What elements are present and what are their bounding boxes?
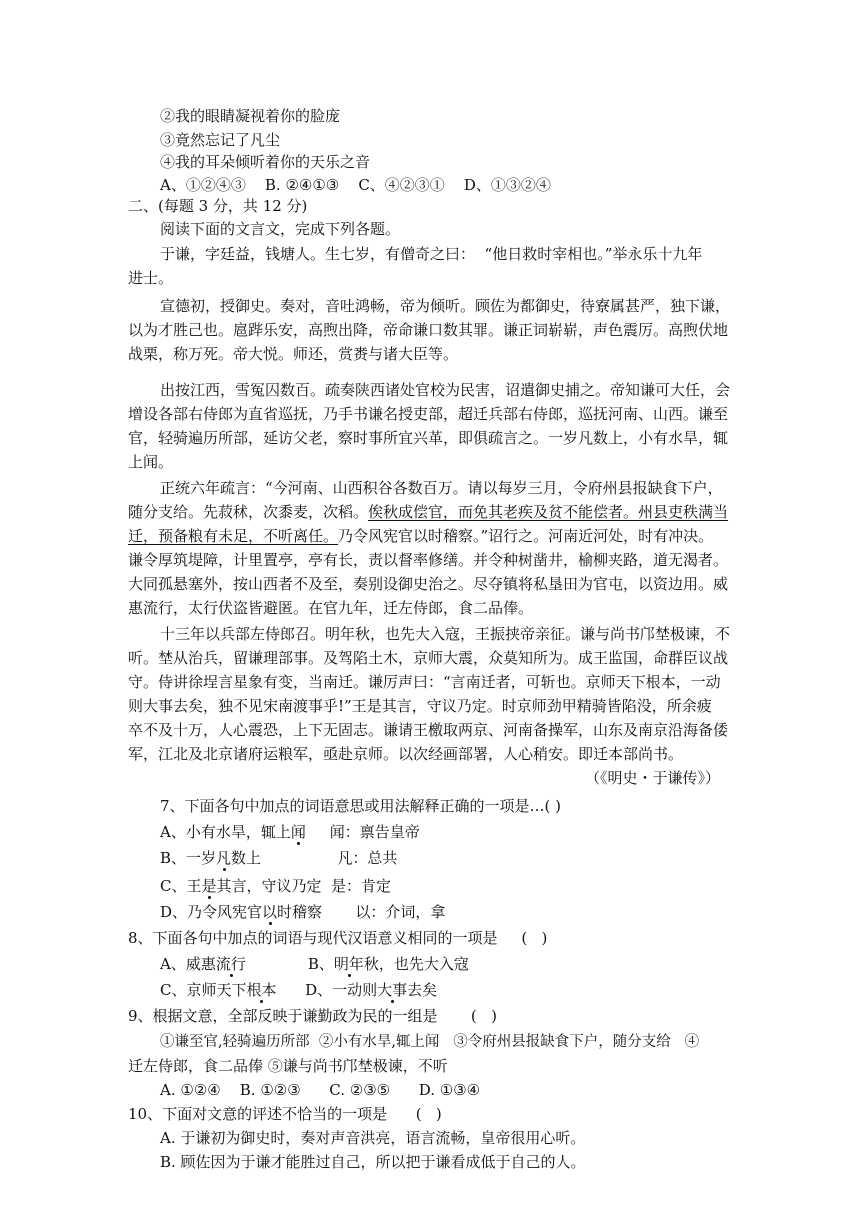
q7-d-dotted-word: 以 (262, 903, 278, 921)
q8-d-text: D、一动则 (276, 981, 378, 999)
q8-a-text: A、威惠 (160, 955, 216, 973)
q9-stem: 9、根据文意，全部反映于谦勤政为民的一组是 ( ) (128, 1007, 497, 1025)
passage-line: 增设各部右侍郎为直省巡抚，乃手书谦名授吏部，超迁兵部右侍郎，巡抚河南、山西。谦至 (128, 405, 729, 423)
q7-c-gloss: 其言，守议乃定 是：肯定 (216, 877, 392, 895)
q8-options-row-2 (160, 980, 437, 1000)
q7-d-text: D、乃令风宪官 (160, 903, 263, 921)
q8-stem: 8、下面各句中加点的词语与现代汉语意义相同的一项是 ( ) (128, 929, 548, 947)
q7-d-gloss: 时稽察 以：介词，拿 (277, 903, 446, 921)
section-2-header: 二、(每题 3 分，共 12 分) (128, 197, 308, 215)
q7-c-dotted-word: 是 (201, 877, 217, 895)
poem-line-3: ③竟然忘记了凡尘 (160, 131, 281, 149)
passage-line: 上闻。 (128, 453, 174, 471)
q7-option-c (160, 876, 391, 896)
q7-option-d (160, 902, 445, 922)
poem-line-4: ④我的耳朵倾听着你的天乐之音 (160, 153, 371, 171)
q7-b-dotted-word: 凡 (216, 849, 232, 867)
q8-d-dotted-word: 大事 (377, 981, 408, 999)
passage-line: 十三年以兵部左侍郎召。明年秋，也先大入寇，王振挟帝亲征。谦与尚书邝埜极谏，不 (160, 625, 731, 643)
passage-line: 宣德初，授御史。奏对，音吐鸿畅，帝为倾听。顾佐为都御史，待寮属甚严，独下谦， (160, 297, 731, 315)
q8-c-text: C、京师天下 (160, 981, 247, 999)
q7-b-text: B、一岁 (160, 849, 217, 867)
passage-line: 惠流行，太行伏盗皆避匿。在官九年，迁左侍郎，食二品俸。 (128, 599, 534, 617)
q9-choices-line-2: 迁左侍郎，食二品俸 ⑤谦与尚书邝埜极谏，不听 (128, 1057, 448, 1075)
passage-line: 则大事去矣，独不见宋南渡事乎!”王是其言，守议乃定。时京师劲甲精骑皆陷没，所余疲 (128, 697, 712, 715)
q10-stem: 10、下面对文意的评述不恰当的一项是 ( ) (128, 1105, 442, 1123)
passage-text: 随分支给。先菽秫，次黍麦，次稻。 (128, 503, 369, 521)
q9-choices-line-1: ①谦至官,轻骑遍历所部 ②小有水旱,辄上闻 ③令府州县报缺食下户，随分支给 ④ (160, 1034, 700, 1050)
q6-options: A、①②④③ B. ②④①③ C、④②③① D、①③②④ (160, 176, 551, 194)
q8-a-dotted-word: 流行 (215, 955, 246, 973)
q7-b-gloss: 数上 凡：总共 (231, 849, 398, 867)
passage-line: 官，轻骑遍历所部，延访父老，察时事所宜兴革，即俱疏言之。一岁凡数上，小有水旱，辄 (128, 429, 729, 447)
q8-options-row-1 (160, 954, 469, 974)
q7-a-text: A、小有水旱，辄上 (160, 823, 291, 841)
q7-c-text: C、王 (160, 877, 202, 895)
q8-d-text-end: 去矣 (407, 981, 438, 999)
q7-a-gloss: 闻：禀告皇帝 (305, 823, 420, 841)
passage-line: 出按江西，雪冤囚数百。疏奏陕西诸处官校为民害，诏遣御史捕之。帝知谦可大任，会 (160, 381, 731, 399)
q10-option-a: A. 于谦初为御史时，奏对声音洪亮，语言流畅，皇帝很用心听。 (160, 1129, 586, 1147)
q7-a-dotted-word: 闻 (290, 823, 306, 841)
passage-line: 大同孤悬塞外，按山西者不及至，奏别设御史治之。尽夺镇将私垦田为官屯，以资边用。威 (128, 575, 729, 593)
q8-b-dotted-word: 明年 (333, 955, 364, 973)
passage-line: 以为才胜己也。扈跸乐安，高煦出降，帝命谦口数其罪。谦正词崭崭，声色震厉。高煦伏地 (128, 321, 729, 339)
passage-line: 正统六年疏言：“今河南、山西积谷各数百万。请以每岁三月，令府州县报缺食下户， (160, 479, 723, 497)
underlined-sentence-2: 州县吏秩满当 (638, 503, 729, 521)
passage-line: 听。埜从治兵，留谦理部事。及驾陷土木，京师大震，众莫知所为。成王监国，命群臣议战 (128, 649, 729, 667)
q9-options: A. ①②④ B. ①②③ C. ②③⑤ D. ①③④ (160, 1081, 481, 1099)
passage-line: 战栗，称万死。帝大悦。师还，赏赉与诸大臣等。 (128, 345, 459, 363)
q8-b-label: B、 (245, 955, 334, 973)
q8-c-dotted-word: 根本 (246, 981, 277, 999)
passage-line: 于谦，字廷益，钱塘人。生七岁，有僧奇之曰： “他日救时宰相也。”举永乐十九年 (160, 245, 703, 263)
passage-line-underlined (128, 502, 728, 522)
q7-option-a (160, 822, 420, 842)
passage-line-underlined (128, 526, 713, 546)
passage-line: 军，江北及北京诸府运粮军，亟赴京师。以次经画部署，人心稍安。即迁本部尚书。 (128, 745, 684, 763)
passage-line: 进士。 (128, 269, 174, 287)
section-2-instruction: 阅读下面的文言文，完成下列各题。 (160, 220, 401, 238)
passage-line: 守。侍讲徐埕言星象有变，当南迁。谦厉声曰：“言南迁者，可斩也。京师天下根本，一动 (128, 673, 721, 691)
q7-option-b (160, 848, 397, 868)
q8-b-text: 秋，也先大入寇 (363, 955, 469, 973)
poem-line-2: ②我的眼睛凝视着你的脸庞 (160, 107, 341, 125)
passage-line: 谦令厚筑堤障，计里置亭，亭有长，责以督率修缮。并令种树凿井，榆柳夹路，道无渴者。 (128, 551, 729, 569)
q10-option-b: B. 顾佐因为于谦才能胜过自己，所以把于谦看成低于自己的人。 (160, 1153, 586, 1171)
underlined-sentence-2-cont: 迁，预备粮有未足，不听离任。 (128, 527, 339, 545)
underlined-sentence-1: 俟秋成偿官，而免其老疾及贫不能偿者。 (368, 503, 639, 521)
q7-stem: 7、下面各句中加点的词语意思或用法解释正确的一项是…( ) (160, 797, 562, 815)
passage-text: 乃令风宪官以时稽察。”诏行之。河南近河处，时有冲决。 (338, 527, 714, 545)
passage-line: 卒不及十万，人心震恐，上下无固志。谦请王檄取两京、河南备操军，山东及南京沿海备倭 (128, 721, 729, 739)
passage-source: （《明史・于谦传》） (584, 769, 720, 787)
